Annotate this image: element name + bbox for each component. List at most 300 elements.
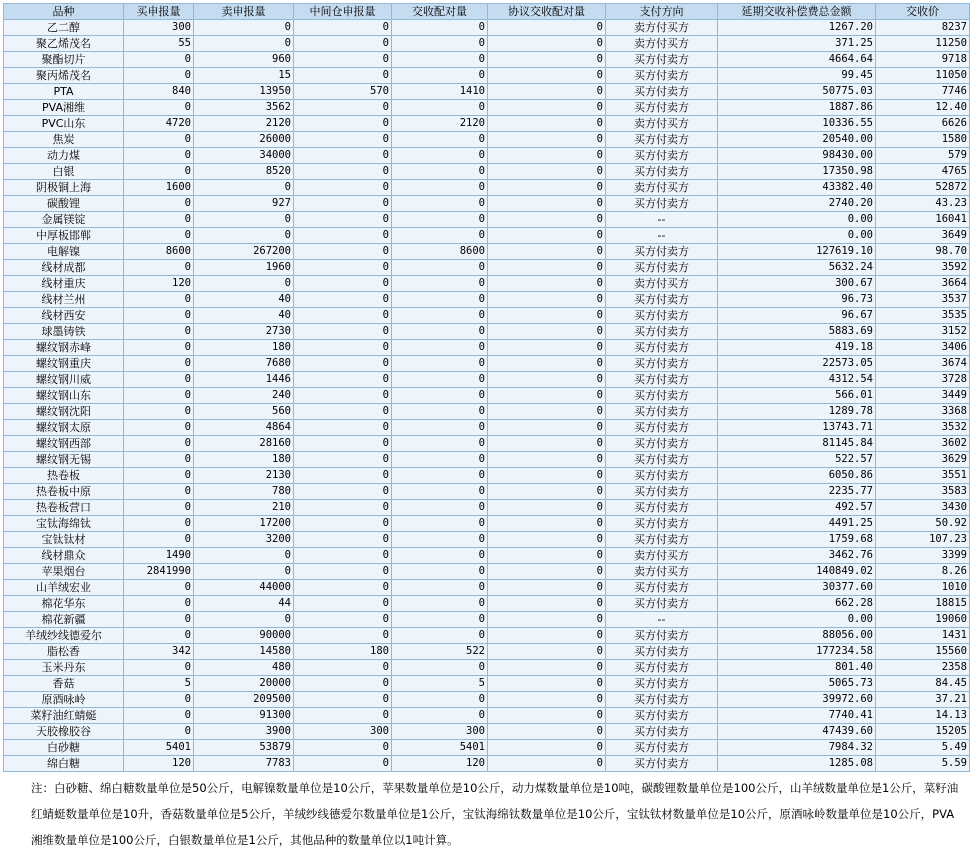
cell-agreement-matched: 0 bbox=[488, 196, 606, 212]
cell-sell-declared: 1960 bbox=[194, 260, 294, 276]
cell-product: 螺纹钢山东 bbox=[4, 388, 124, 404]
cell-sell-declared: 17200 bbox=[194, 516, 294, 532]
cell-payment-direction: 买方付卖方 bbox=[606, 324, 718, 340]
cell-buy-declared: 0 bbox=[124, 292, 194, 308]
cell-delivery-price: 3551 bbox=[876, 468, 970, 484]
header-payment-direction: 支付方向 bbox=[606, 4, 718, 20]
table-row bbox=[4, 244, 970, 260]
cell-product: 线材兰州 bbox=[4, 292, 124, 308]
cell-delivery-price: 11050 bbox=[876, 68, 970, 84]
header-sell-declared: 卖申报量 bbox=[194, 4, 294, 20]
cell-buy-declared: 2841990 bbox=[124, 564, 194, 580]
cell-sell-declared: 2120 bbox=[194, 116, 294, 132]
cell-buy-declared: 0 bbox=[124, 516, 194, 532]
cell-buy-declared: 0 bbox=[124, 500, 194, 516]
cell-delivery-matched: 0 bbox=[392, 164, 488, 180]
cell-product: 螺纹钢重庆 bbox=[4, 356, 124, 372]
cell-delivery-matched: 5401 bbox=[392, 740, 488, 756]
cell-intermediate-declared: 0 bbox=[294, 292, 392, 308]
cell-compensation-total: 801.40 bbox=[718, 660, 876, 676]
cell-payment-direction: 买方付卖方 bbox=[606, 84, 718, 100]
cell-delivery-matched: 1410 bbox=[392, 84, 488, 100]
cell-agreement-matched: 0 bbox=[488, 596, 606, 612]
cell-buy-declared: 0 bbox=[124, 324, 194, 340]
cell-delivery-matched: 0 bbox=[392, 532, 488, 548]
cell-payment-direction: 买方付卖方 bbox=[606, 660, 718, 676]
cell-product: 天胶橡胶谷 bbox=[4, 724, 124, 740]
cell-payment-direction: -- bbox=[606, 228, 718, 244]
cell-product: 电解镍 bbox=[4, 244, 124, 260]
table-row bbox=[4, 660, 970, 676]
cell-payment-direction: 买方付卖方 bbox=[606, 100, 718, 116]
cell-product: 线材成都 bbox=[4, 260, 124, 276]
cell-product: 聚乙烯茂名 bbox=[4, 36, 124, 52]
cell-intermediate-declared: 180 bbox=[294, 644, 392, 660]
cell-buy-declared: 120 bbox=[124, 756, 194, 772]
table-body bbox=[4, 20, 970, 772]
cell-agreement-matched: 0 bbox=[488, 660, 606, 676]
cell-agreement-matched: 0 bbox=[488, 484, 606, 500]
cell-agreement-matched: 0 bbox=[488, 132, 606, 148]
cell-agreement-matched: 0 bbox=[488, 180, 606, 196]
cell-compensation-total: 2235.77 bbox=[718, 484, 876, 500]
cell-sell-declared: 40 bbox=[194, 292, 294, 308]
cell-agreement-matched: 0 bbox=[488, 212, 606, 228]
cell-delivery-matched: 0 bbox=[392, 564, 488, 580]
cell-buy-declared: 0 bbox=[124, 372, 194, 388]
cell-intermediate-declared: 0 bbox=[294, 628, 392, 644]
cell-product: PTA bbox=[4, 84, 124, 100]
cell-intermediate-declared: 0 bbox=[294, 580, 392, 596]
table-row bbox=[4, 276, 970, 292]
cell-intermediate-declared: 300 bbox=[294, 724, 392, 740]
cell-delivery-price: 107.23 bbox=[876, 532, 970, 548]
cell-payment-direction: 买方付卖方 bbox=[606, 628, 718, 644]
cell-buy-declared: 0 bbox=[124, 580, 194, 596]
cell-intermediate-declared: 0 bbox=[294, 436, 392, 452]
cell-compensation-total: 4491.25 bbox=[718, 516, 876, 532]
cell-sell-declared: 180 bbox=[194, 340, 294, 356]
table-row bbox=[4, 484, 970, 500]
cell-payment-direction: 买方付卖方 bbox=[606, 420, 718, 436]
cell-delivery-price: 1010 bbox=[876, 580, 970, 596]
cell-agreement-matched: 0 bbox=[488, 564, 606, 580]
cell-compensation-total: 96.67 bbox=[718, 308, 876, 324]
cell-compensation-total: 13743.71 bbox=[718, 420, 876, 436]
cell-delivery-price: 3535 bbox=[876, 308, 970, 324]
cell-buy-declared: 0 bbox=[124, 340, 194, 356]
cell-compensation-total: 1267.20 bbox=[718, 20, 876, 36]
cell-agreement-matched: 0 bbox=[488, 612, 606, 628]
cell-agreement-matched: 0 bbox=[488, 580, 606, 596]
cell-sell-declared: 780 bbox=[194, 484, 294, 500]
cell-agreement-matched: 0 bbox=[488, 20, 606, 36]
cell-payment-direction: 买方付卖方 bbox=[606, 468, 718, 484]
cell-delivery-matched: 0 bbox=[392, 292, 488, 308]
cell-intermediate-declared: 0 bbox=[294, 212, 392, 228]
table-row bbox=[4, 324, 970, 340]
cell-intermediate-declared: 0 bbox=[294, 676, 392, 692]
cell-product: 乙二醇 bbox=[4, 20, 124, 36]
cell-intermediate-declared: 0 bbox=[294, 612, 392, 628]
cell-payment-direction: 买方付卖方 bbox=[606, 68, 718, 84]
cell-buy-declared: 55 bbox=[124, 36, 194, 52]
cell-agreement-matched: 0 bbox=[488, 244, 606, 260]
cell-delivery-matched: 120 bbox=[392, 756, 488, 772]
cell-agreement-matched: 0 bbox=[488, 84, 606, 100]
cell-agreement-matched: 0 bbox=[488, 708, 606, 724]
cell-agreement-matched: 0 bbox=[488, 340, 606, 356]
cell-compensation-total: 566.01 bbox=[718, 388, 876, 404]
cell-delivery-matched: 0 bbox=[392, 660, 488, 676]
cell-payment-direction: 买方付卖方 bbox=[606, 292, 718, 308]
cell-delivery-matched: 0 bbox=[392, 132, 488, 148]
table-row bbox=[4, 372, 970, 388]
cell-sell-declared: 1446 bbox=[194, 372, 294, 388]
cell-delivery-matched: 0 bbox=[392, 212, 488, 228]
table-row bbox=[4, 228, 970, 244]
cell-delivery-matched: 0 bbox=[392, 468, 488, 484]
cell-agreement-matched: 0 bbox=[488, 676, 606, 692]
cell-payment-direction: 买方付卖方 bbox=[606, 532, 718, 548]
cell-agreement-matched: 0 bbox=[488, 116, 606, 132]
cell-compensation-total: 39972.60 bbox=[718, 692, 876, 708]
cell-product: 螺纹钢川威 bbox=[4, 372, 124, 388]
cell-intermediate-declared: 0 bbox=[294, 52, 392, 68]
delivery-table bbox=[3, 3, 970, 772]
cell-compensation-total: 300.67 bbox=[718, 276, 876, 292]
cell-compensation-total: 419.18 bbox=[718, 340, 876, 356]
cell-delivery-matched: 0 bbox=[392, 356, 488, 372]
table-row bbox=[4, 468, 970, 484]
cell-delivery-price: 3728 bbox=[876, 372, 970, 388]
cell-sell-declared: 90000 bbox=[194, 628, 294, 644]
cell-sell-declared: 0 bbox=[194, 20, 294, 36]
cell-payment-direction: 买方付卖方 bbox=[606, 260, 718, 276]
cell-buy-declared: 0 bbox=[124, 148, 194, 164]
cell-intermediate-declared: 0 bbox=[294, 660, 392, 676]
cell-compensation-total: 1759.68 bbox=[718, 532, 876, 548]
cell-compensation-total: 522.57 bbox=[718, 452, 876, 468]
cell-intermediate-declared: 0 bbox=[294, 180, 392, 196]
cell-product: 脂松香 bbox=[4, 644, 124, 660]
cell-intermediate-declared: 0 bbox=[294, 564, 392, 580]
cell-delivery-matched: 0 bbox=[392, 228, 488, 244]
cell-intermediate-declared: 0 bbox=[294, 596, 392, 612]
table-row bbox=[4, 180, 970, 196]
cell-product: 螺纹钢西部 bbox=[4, 436, 124, 452]
cell-product: 线材鼎众 bbox=[4, 548, 124, 564]
cell-buy-declared: 0 bbox=[124, 532, 194, 548]
cell-agreement-matched: 0 bbox=[488, 228, 606, 244]
cell-agreement-matched: 0 bbox=[488, 644, 606, 660]
cell-sell-declared: 0 bbox=[194, 276, 294, 292]
cell-delivery-matched: 0 bbox=[392, 372, 488, 388]
cell-buy-declared: 0 bbox=[124, 404, 194, 420]
cell-intermediate-declared: 0 bbox=[294, 196, 392, 212]
header-row bbox=[4, 4, 970, 20]
cell-delivery-price: 84.45 bbox=[876, 676, 970, 692]
cell-delivery-price: 15560 bbox=[876, 644, 970, 660]
cell-sell-declared: 0 bbox=[194, 564, 294, 580]
cell-product: 阴极铜上海 bbox=[4, 180, 124, 196]
cell-buy-declared: 1600 bbox=[124, 180, 194, 196]
cell-compensation-total: 1285.08 bbox=[718, 756, 876, 772]
cell-product: 苹果烟台 bbox=[4, 564, 124, 580]
cell-sell-declared: 240 bbox=[194, 388, 294, 404]
cell-buy-declared: 0 bbox=[124, 628, 194, 644]
header-buy-declared: 买申报量 bbox=[124, 4, 194, 20]
cell-compensation-total: 140849.02 bbox=[718, 564, 876, 580]
cell-sell-declared: 7680 bbox=[194, 356, 294, 372]
cell-delivery-price: 43.23 bbox=[876, 196, 970, 212]
cell-intermediate-declared: 0 bbox=[294, 20, 392, 36]
cell-payment-direction: 买方付卖方 bbox=[606, 164, 718, 180]
cell-buy-declared: 0 bbox=[124, 660, 194, 676]
table-row bbox=[4, 196, 970, 212]
cell-delivery-matched: 8600 bbox=[392, 244, 488, 260]
cell-intermediate-declared: 0 bbox=[294, 452, 392, 468]
cell-buy-declared: 0 bbox=[124, 212, 194, 228]
cell-sell-declared: 28160 bbox=[194, 436, 294, 452]
cell-payment-direction: 买方付卖方 bbox=[606, 436, 718, 452]
cell-product: 聚丙烯茂名 bbox=[4, 68, 124, 84]
cell-payment-direction: 卖方付买方 bbox=[606, 36, 718, 52]
cell-compensation-total: 2740.20 bbox=[718, 196, 876, 212]
table-row bbox=[4, 52, 970, 68]
cell-agreement-matched: 0 bbox=[488, 388, 606, 404]
cell-sell-declared: 0 bbox=[194, 228, 294, 244]
cell-sell-declared: 480 bbox=[194, 660, 294, 676]
cell-delivery-price: 7746 bbox=[876, 84, 970, 100]
cell-delivery-price: 8.26 bbox=[876, 564, 970, 580]
cell-delivery-matched: 0 bbox=[392, 36, 488, 52]
cell-sell-declared: 14580 bbox=[194, 644, 294, 660]
cell-compensation-total: 43382.40 bbox=[718, 180, 876, 196]
cell-payment-direction: 买方付卖方 bbox=[606, 500, 718, 516]
cell-product: 热卷板营口 bbox=[4, 500, 124, 516]
cell-intermediate-declared: 0 bbox=[294, 228, 392, 244]
table-row bbox=[4, 436, 970, 452]
cell-buy-declared: 0 bbox=[124, 52, 194, 68]
cell-payment-direction: 卖方付买方 bbox=[606, 548, 718, 564]
cell-buy-declared: 0 bbox=[124, 484, 194, 500]
cell-delivery-price: 3449 bbox=[876, 388, 970, 404]
cell-sell-declared: 960 bbox=[194, 52, 294, 68]
cell-delivery-matched: 0 bbox=[392, 596, 488, 612]
cell-delivery-matched: 0 bbox=[392, 612, 488, 628]
table-row bbox=[4, 292, 970, 308]
cell-agreement-matched: 0 bbox=[488, 516, 606, 532]
table-row bbox=[4, 740, 970, 756]
cell-buy-declared: 0 bbox=[124, 692, 194, 708]
cell-agreement-matched: 0 bbox=[488, 740, 606, 756]
cell-compensation-total: 10336.55 bbox=[718, 116, 876, 132]
cell-agreement-matched: 0 bbox=[488, 436, 606, 452]
cell-delivery-matched: 0 bbox=[392, 324, 488, 340]
cell-compensation-total: 6050.86 bbox=[718, 468, 876, 484]
cell-compensation-total: 177234.58 bbox=[718, 644, 876, 660]
table-row bbox=[4, 260, 970, 276]
cell-delivery-price: 3629 bbox=[876, 452, 970, 468]
cell-payment-direction: -- bbox=[606, 612, 718, 628]
cell-delivery-matched: 0 bbox=[392, 420, 488, 436]
table-row bbox=[4, 84, 970, 100]
cell-delivery-matched: 0 bbox=[392, 580, 488, 596]
cell-delivery-price: 15205 bbox=[876, 724, 970, 740]
cell-sell-declared: 0 bbox=[194, 212, 294, 228]
cell-intermediate-declared: 0 bbox=[294, 372, 392, 388]
cell-delivery-price: 2358 bbox=[876, 660, 970, 676]
cell-payment-direction: 买方付卖方 bbox=[606, 52, 718, 68]
cell-payment-direction: 卖方付买方 bbox=[606, 180, 718, 196]
cell-product: PVA湘维 bbox=[4, 100, 124, 116]
cell-intermediate-declared: 0 bbox=[294, 116, 392, 132]
table-row bbox=[4, 548, 970, 564]
cell-delivery-matched: 0 bbox=[392, 20, 488, 36]
cell-payment-direction: 买方付卖方 bbox=[606, 372, 718, 388]
cell-compensation-total: 96.73 bbox=[718, 292, 876, 308]
cell-buy-declared: 0 bbox=[124, 132, 194, 148]
table-row bbox=[4, 516, 970, 532]
cell-product: 绵白糖 bbox=[4, 756, 124, 772]
cell-product: 碳酸锂 bbox=[4, 196, 124, 212]
cell-payment-direction: 买方付卖方 bbox=[606, 644, 718, 660]
cell-product: 棉花华东 bbox=[4, 596, 124, 612]
table-row bbox=[4, 356, 970, 372]
cell-delivery-price: 1431 bbox=[876, 628, 970, 644]
cell-delivery-price: 3532 bbox=[876, 420, 970, 436]
cell-delivery-price: 1580 bbox=[876, 132, 970, 148]
cell-agreement-matched: 0 bbox=[488, 276, 606, 292]
cell-intermediate-declared: 0 bbox=[294, 516, 392, 532]
table-row bbox=[4, 612, 970, 628]
cell-delivery-price: 3602 bbox=[876, 436, 970, 452]
cell-agreement-matched: 0 bbox=[488, 468, 606, 484]
table-row bbox=[4, 500, 970, 516]
table-row bbox=[4, 340, 970, 356]
cell-delivery-matched: 0 bbox=[392, 180, 488, 196]
cell-agreement-matched: 0 bbox=[488, 532, 606, 548]
cell-product: 宝钛海绵钛 bbox=[4, 516, 124, 532]
cell-sell-declared: 3200 bbox=[194, 532, 294, 548]
cell-compensation-total: 7984.32 bbox=[718, 740, 876, 756]
cell-product: 线材西安 bbox=[4, 308, 124, 324]
cell-compensation-total: 5632.24 bbox=[718, 260, 876, 276]
cell-agreement-matched: 0 bbox=[488, 164, 606, 180]
cell-product: 原酒咏岭 bbox=[4, 692, 124, 708]
cell-agreement-matched: 0 bbox=[488, 500, 606, 516]
table-row bbox=[4, 676, 970, 692]
cell-agreement-matched: 0 bbox=[488, 692, 606, 708]
table-row bbox=[4, 596, 970, 612]
cell-product: PVC山东 bbox=[4, 116, 124, 132]
cell-agreement-matched: 0 bbox=[488, 724, 606, 740]
table-row bbox=[4, 564, 970, 580]
cell-product: 热卷板 bbox=[4, 468, 124, 484]
cell-compensation-total: 4664.64 bbox=[718, 52, 876, 68]
cell-delivery-matched: 0 bbox=[392, 548, 488, 564]
cell-agreement-matched: 0 bbox=[488, 404, 606, 420]
cell-delivery-matched: 0 bbox=[392, 708, 488, 724]
cell-compensation-total: 5883.69 bbox=[718, 324, 876, 340]
cell-payment-direction: 买方付卖方 bbox=[606, 692, 718, 708]
cell-intermediate-declared: 0 bbox=[294, 484, 392, 500]
cell-payment-direction: 买方付卖方 bbox=[606, 580, 718, 596]
cell-payment-direction: 卖方付买方 bbox=[606, 20, 718, 36]
table-row bbox=[4, 580, 970, 596]
cell-intermediate-declared: 0 bbox=[294, 100, 392, 116]
cell-compensation-total: 20540.00 bbox=[718, 132, 876, 148]
cell-intermediate-declared: 0 bbox=[294, 548, 392, 564]
cell-payment-direction: 买方付卖方 bbox=[606, 196, 718, 212]
cell-intermediate-declared: 0 bbox=[294, 468, 392, 484]
cell-payment-direction: 买方付卖方 bbox=[606, 740, 718, 756]
cell-buy-declared: 0 bbox=[124, 100, 194, 116]
cell-payment-direction: 买方付卖方 bbox=[606, 404, 718, 420]
cell-compensation-total: 127619.10 bbox=[718, 244, 876, 260]
cell-intermediate-declared: 0 bbox=[294, 164, 392, 180]
cell-payment-direction: 买方付卖方 bbox=[606, 452, 718, 468]
cell-sell-declared: 210 bbox=[194, 500, 294, 516]
cell-sell-declared: 15 bbox=[194, 68, 294, 84]
cell-product: 螺纹钢太原 bbox=[4, 420, 124, 436]
cell-buy-declared: 840 bbox=[124, 84, 194, 100]
cell-intermediate-declared: 0 bbox=[294, 356, 392, 372]
cell-buy-declared: 0 bbox=[124, 708, 194, 724]
cell-product: 动力煤 bbox=[4, 148, 124, 164]
cell-intermediate-declared: 570 bbox=[294, 84, 392, 100]
cell-intermediate-declared: 0 bbox=[294, 132, 392, 148]
header-delivery-matched: 交收配对量 bbox=[392, 4, 488, 20]
cell-delivery-matched: 522 bbox=[392, 644, 488, 660]
cell-product: 宝钛钛材 bbox=[4, 532, 124, 548]
cell-intermediate-declared: 0 bbox=[294, 36, 392, 52]
cell-agreement-matched: 0 bbox=[488, 628, 606, 644]
cell-sell-declared: 20000 bbox=[194, 676, 294, 692]
cell-product: 棉花新疆 bbox=[4, 612, 124, 628]
cell-sell-declared: 7783 bbox=[194, 756, 294, 772]
cell-intermediate-declared: 0 bbox=[294, 276, 392, 292]
cell-buy-declared: 0 bbox=[124, 228, 194, 244]
cell-buy-declared: 4720 bbox=[124, 116, 194, 132]
cell-buy-declared: 300 bbox=[124, 20, 194, 36]
cell-buy-declared: 0 bbox=[124, 196, 194, 212]
cell-intermediate-declared: 0 bbox=[294, 308, 392, 324]
cell-compensation-total: 5065.73 bbox=[718, 676, 876, 692]
cell-product: 聚酯切片 bbox=[4, 52, 124, 68]
cell-agreement-matched: 0 bbox=[488, 756, 606, 772]
cell-sell-declared: 3900 bbox=[194, 724, 294, 740]
footnote: 注：白砂糖、绵白糖数量单位是50公斤，电解镍数量单位是10公斤，苹果数量单位是10公斤，动力煤数量单位是10吨，碳酸锂数量单位是100公斤，山羊绒数量单位是1公斤，菜籽油红蜻蜓数量单位是10升，香菇数量单位是5公斤，羊绒纱线德爱尔数量单位是1公斤，宝钛海绵钛数量单位是10公斤，宝钛钛材数量单位是10公斤，原酒咏岭数量单位是10公斤，PVA湘维数量单位是100公斤，白银数量单位是1公斤，其他品种的数量单位以1吨计算。 bbox=[31, 781, 959, 847]
cell-compensation-total: 0.00 bbox=[718, 228, 876, 244]
cell-payment-direction: 买方付卖方 bbox=[606, 308, 718, 324]
header-intermediate-declared: 中间仓申报量 bbox=[294, 4, 392, 20]
cell-payment-direction: 卖方付买方 bbox=[606, 116, 718, 132]
cell-intermediate-declared: 0 bbox=[294, 532, 392, 548]
cell-delivery-price: 8237 bbox=[876, 20, 970, 36]
cell-buy-declared: 1490 bbox=[124, 548, 194, 564]
cell-delivery-price: 3583 bbox=[876, 484, 970, 500]
cell-buy-declared: 8600 bbox=[124, 244, 194, 260]
cell-delivery-price: 18815 bbox=[876, 596, 970, 612]
table-row bbox=[4, 212, 970, 228]
cell-delivery-price: 3368 bbox=[876, 404, 970, 420]
cell-delivery-matched: 0 bbox=[392, 100, 488, 116]
cell-buy-declared: 0 bbox=[124, 260, 194, 276]
table-row bbox=[4, 756, 970, 772]
cell-buy-declared: 0 bbox=[124, 724, 194, 740]
